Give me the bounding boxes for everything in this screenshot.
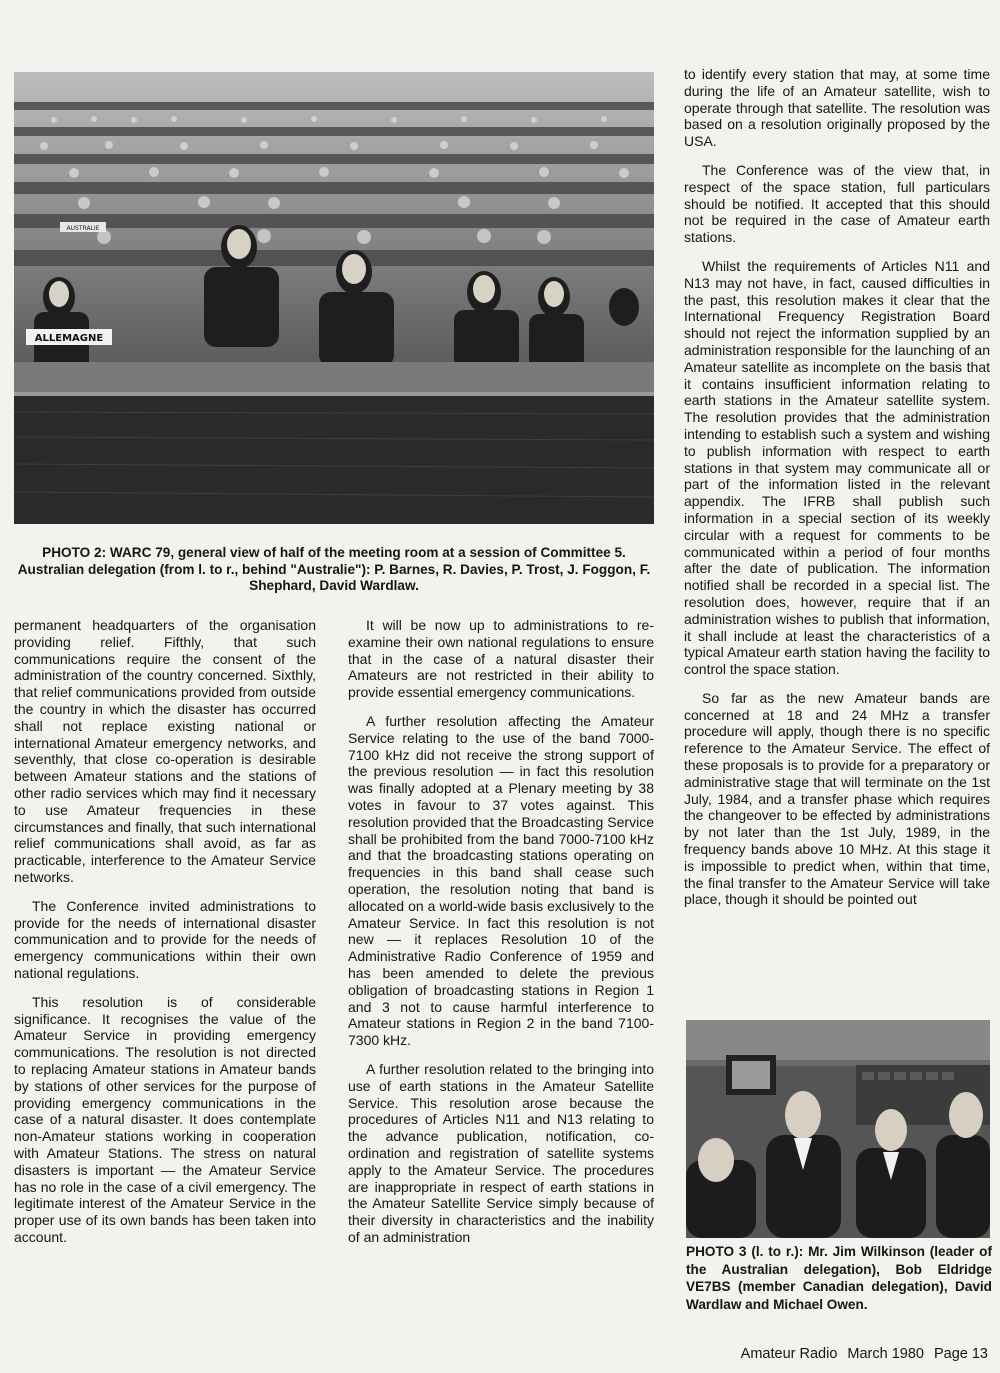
photo-delegates	[686, 1020, 990, 1238]
issue-date: March 1980	[847, 1346, 924, 1362]
photo3-caption: PHOTO 3 (l. to r.): Mr. Jim Wilkinson (leader of the Australian delegation), Bob Eldridge VE7BS (member Canadian delegation), David Wardlaw and Michael Owen.	[686, 1244, 992, 1312]
paragraph: It will be now up to administrations to re-examine their own national regulations to ensure that in the case of a natural disaster their Amateurs are not restricted in their ability to provide essential emergency communications.	[348, 617, 654, 701]
article-column-3	[684, 66, 990, 920]
paragraph: So far as the new Amateur bands are concerned at 18 and 24 MHz a transfer procedure will apply, though there is no specific reference to the Amateur Service. The effect of these proposals is to provide for a preparatory or administrative stage that will terminate on the 1st July, 1984, and a transfer phase which requires the changeover to be effected by administrations by not later than the 1st July, 1989, in the frequency bands above 10 MHz. At this stage it is impossible to predict when, within that time, the final transfer to the Amateur Service will take place, though it should be pointed out	[684, 689, 990, 908]
photo-meeting-room	[14, 72, 654, 524]
page-footer	[731, 1346, 988, 1362]
paragraph: Whilst the requirements of Articles N11 and N13 may not have, in fact, caused difficulties in the past, this resolution makes it clear that the International Frequency Registration Board should not reject the information supplied by an administration responsible for the launching of an Amateur satellite as incomplete on the basis that it contains insufficient information relating to earth stations in the Amateur satellite system. The resolution provides that the administration intending to establish such a system and wishing to publish information with respect to earth stations in that system may communicate all or part of the information listed in the relevant appendix. The IFRB shall publish such information in a special section of its weekly circular with a request for comments to be communicated within a period of four months after the date of publication. The information notified shall be recorded in a special list. The resolution does, however, require that if an administration wishes to publish that information, it shall include at least the characteristics of a typical Amateur earth station having the facility to control the space station.	[684, 257, 990, 678]
photo2-caption: PHOTO 2: WARC 79, general view of half of the meeting room at a session of Committee 5. Australian delegation (from l. to r., behind "Australie"): P. Barnes, R. Davies, P. Trost, J. Foggon, F. Shephard, David Wardlaw.	[17, 545, 651, 594]
placard-australie: AUSTRALIE	[66, 225, 100, 232]
paragraph: A further resolution related to the bringing into use of earth stations in the Amateur Satellite Service. This resolution arose because the procedures of Articles N11 and N13 relating to the advance publication, notification, co-ordination and registration of satellite systems apply to the Amateur Service. The procedures are inappropriate in respect of earth stations in the Amateur Satellite Service simply because of their diversity in characteristics and the inability of an administration	[348, 1060, 654, 1245]
paragraph: The Conference invited administrations to provide for the needs of international disaster communication and to provide for the needs of emergency communications within their own national regulations.	[14, 897, 316, 981]
placard-allemagne: ALLEMAGNE	[34, 333, 104, 344]
paragraph: A further resolution affecting the Amateur Service relating to the use of the band 7000-7100 kHz did not receive the strong support of the previous resolution — in fact this resolution was finally adopted at a Plenary meeting by 38 votes in favour to 37 votes against. This resolution provided that the Broadcasting Service shall be prohibited from the band 7000-7100 kHz and that the broadcasting stations operating on frequencies in this band shall cease such operation, the resolution noting that band is allocated on a world-wide basis exclusively to the Amateur Service. In fact this resolution is not new — it replaces Resolution 10 of the Administrative Radio Conference of 1959 and has been amended to delete the previous obligation of broadcasting stations in Region 1 and 3 not to cause harmful interference to Amateur stations in Region 2 in the band 7100-7300 kHz.	[348, 712, 654, 1049]
article-column-1	[14, 617, 316, 1258]
paragraph: This resolution is of considerable significance. It recognises the value of the Amateur Service in providing emergency communications. The resolution is not directed to replacing Amateur stations in Amateur bands by stations of other services for the purpose of providing emergency communications in the case of a natural disaster. It does contemplate non-Amateur stations working in cooperation with Amateur Stations. The stress on natural disasters is important — the Amateur Service has no role in the case of a civil emergency. The legitimate interest of the Amateur Service in the proper use of its own bands has been taken into account.	[14, 993, 316, 1245]
paragraph: permanent headquarters of the organisation providing relief. Fifthly, that such communications require the consent of the administration of the country concerned. Sixthly, that relief communications provided from outside the country in which the disaster has occurred shall not replace existing national or international Amateur emergency networks, and seventhly, that close co-operation is desirable between Amateur stations and the stations of other radio services which may find it necessary to use Amateur frequencies in these circumstances and finally, that such international relief communications shall avoid, as far as practicable, interference to the Amateur Service networks.	[14, 617, 316, 885]
paragraph: The Conference was of the view that, in respect of the space station, full particulars should be notified. It accepted that this should not be required in the case of Amateur earth stations.	[684, 161, 990, 246]
paragraph: to identify every station that may, at some time during the life of an Amateur satellite, wish to operate through that satellite. The resolution was based on a resolution originally proposed by the USA.	[684, 66, 990, 150]
page-number: Page 13	[933, 1346, 988, 1362]
magazine-title: Amateur Radio	[740, 1346, 838, 1362]
article-column-2	[348, 617, 654, 1258]
